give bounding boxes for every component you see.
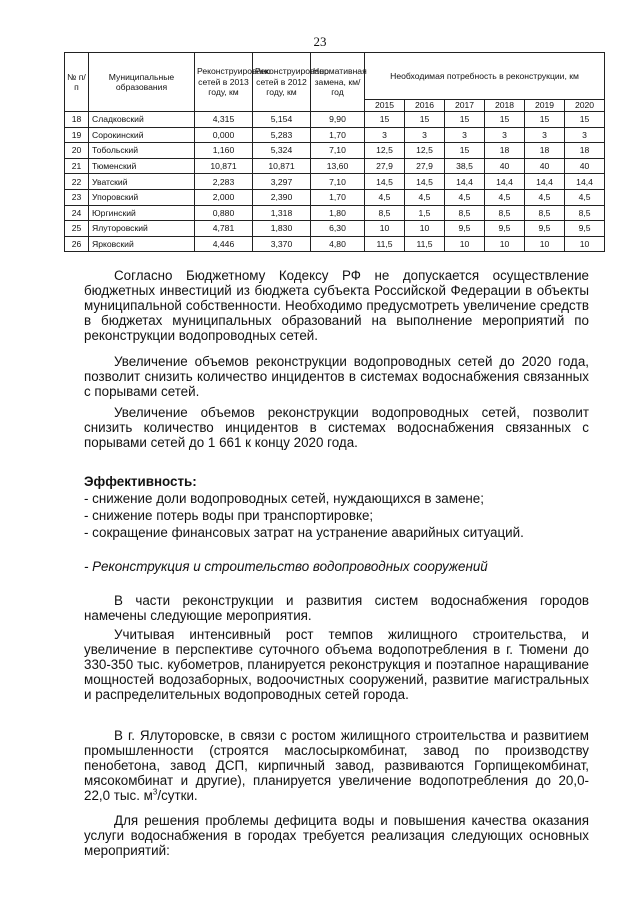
paragraph-water-deficit: Для решения проблемы дефицита воды и повышения качества оказания услуги водоснабжения в городах требуется реализация следующих основных мероприятий: xyxy=(84,813,589,858)
need-value: 14,4 xyxy=(445,174,485,190)
recon-2013-value: 10,871 xyxy=(195,158,253,174)
header-year: 2016 xyxy=(405,100,445,112)
recon-2013-value: 2,283 xyxy=(195,174,253,190)
need-value: 40 xyxy=(485,158,525,174)
recon-2013-value: 1,160 xyxy=(195,143,253,159)
need-value: 3 xyxy=(445,127,485,143)
recon-2012-value: 2,390 xyxy=(253,189,311,205)
table-row xyxy=(65,189,605,205)
need-value: 3 xyxy=(365,127,405,143)
row-number: 19 xyxy=(65,127,89,143)
need-value: 40 xyxy=(565,158,605,174)
row-number: 21 xyxy=(65,158,89,174)
recon-2012-value: 5,324 xyxy=(253,143,311,159)
header-year: 2019 xyxy=(525,100,565,112)
recon-2013-value: 2,000 xyxy=(195,189,253,205)
efficiency-item: - снижение доли водопроводных сетей, нуждающихся в замене; xyxy=(84,491,484,506)
recon-2013-value: 0,880 xyxy=(195,205,253,221)
need-value: 11,5 xyxy=(365,236,405,252)
paragraph-tyumen: Учитывая интенсивный рост темпов жилищного строительства, и увеличение в перспективе суточного объема водопотребления в г. Тюмени до 330-350 тыс. кубометров, планируется реконструкция и поэтапное наращивание мощностей водозаборных, водоочистных сооружений, развитие магистральных и распределительных водопроводных сетей города. xyxy=(84,627,589,702)
municipality-name: Тюменский xyxy=(89,158,195,174)
paragraph-yalutorovsk: В г. Ялуторовске, в связи с ростом жилищного строительства и развитием промышленности (строятся маслосыркомбинат, завод по производству пенобетона, завод ДСП, кирпичный завод, развиваются Горпищекомбинат, мясокомбинат и другие), планируется увеличение водопотребления до 20,0- 22,0 тыс. $м^3$/сутки. xyxy=(84,728,589,803)
need-value: 15 xyxy=(485,112,525,128)
efficiency-item: - снижение потерь воды при транспортировке; xyxy=(84,508,374,523)
header-municipality: Муниципальные образования xyxy=(89,53,195,112)
need-value: 8,5 xyxy=(365,205,405,221)
header-recon-2013: Реконструировано сетей в 2013 году, км xyxy=(195,53,253,112)
need-value: 4,5 xyxy=(565,189,605,205)
need-value: 15 xyxy=(365,112,405,128)
need-value: 15 xyxy=(565,112,605,128)
need-value: 12,5 xyxy=(365,143,405,159)
norm-value: 13,60 xyxy=(311,158,365,174)
table-row xyxy=(65,205,605,221)
need-value: 9,5 xyxy=(485,221,525,237)
municipality-name: Сладковский xyxy=(89,112,195,128)
need-value: 18 xyxy=(525,143,565,159)
row-number: 26 xyxy=(65,236,89,252)
municipality-name: Ярковский xyxy=(89,236,195,252)
need-value: 15 xyxy=(445,112,485,128)
need-value: 10 xyxy=(565,236,605,252)
need-value: 8,5 xyxy=(565,205,605,221)
need-value: 14,4 xyxy=(565,174,605,190)
row-number: 18 xyxy=(65,112,89,128)
need-value: 14,4 xyxy=(525,174,565,190)
need-value: 3 xyxy=(565,127,605,143)
recon-2012-value: 5,154 xyxy=(253,112,311,128)
table-row xyxy=(65,143,605,159)
header-year: 2018 xyxy=(485,100,525,112)
norm-value: 9,90 xyxy=(311,112,365,128)
need-value: 18 xyxy=(565,143,605,159)
norm-value: 6,30 xyxy=(311,221,365,237)
need-value: 1,5 xyxy=(405,205,445,221)
table-row xyxy=(65,221,605,237)
header-year: 2020 xyxy=(565,100,605,112)
need-value: 4,5 xyxy=(485,189,525,205)
efficiency-heading: Эффективность: xyxy=(84,474,197,489)
need-value: 10 xyxy=(445,236,485,252)
norm-value: 1,70 xyxy=(311,189,365,205)
need-value: 4,5 xyxy=(525,189,565,205)
need-value: 8,5 xyxy=(525,205,565,221)
recon-2012-value: 1,318 xyxy=(253,205,311,221)
need-value: 4,5 xyxy=(365,189,405,205)
row-number: 22 xyxy=(65,174,89,190)
recon-2013-value: 4,781 xyxy=(195,221,253,237)
recon-2013-value: 4,446 xyxy=(195,236,253,252)
header-year: 2017 xyxy=(445,100,485,112)
table-row xyxy=(65,158,605,174)
recon-2013-value: 0,000 xyxy=(195,127,253,143)
need-value: 3 xyxy=(405,127,445,143)
norm-value: 1,70 xyxy=(311,127,365,143)
paragraph-increase-2020: Увеличение объемов реконструкции водопроводных сетей до 2020 года, позволит снизить количество инцидентов в системах водоснабжения связанных с порывами сетей. xyxy=(84,354,589,399)
need-value: 14,5 xyxy=(405,174,445,190)
table-row xyxy=(65,174,605,190)
need-value: 14,5 xyxy=(365,174,405,190)
recon-2012-value: 3,370 xyxy=(253,236,311,252)
need-value: 9,5 xyxy=(565,221,605,237)
table-row xyxy=(65,127,605,143)
header-need: Необходимая потребность в реконструкции, км xyxy=(365,53,605,100)
norm-value: 7,10 xyxy=(311,143,365,159)
need-value: 4,5 xyxy=(405,189,445,205)
page-number: 23 xyxy=(313,34,327,49)
recon-2013-value: 4,315 xyxy=(195,112,253,128)
paragraph-measures-intro: В части реконструкции и развития систем водоснабжения городов намечены следующие мероприятия. xyxy=(84,593,589,623)
header-recon-2012: Реконструировано сетей в 2012 году, км xyxy=(253,53,311,112)
municipality-name: Юргинский xyxy=(89,205,195,221)
municipality-name: Тобольский xyxy=(89,143,195,159)
need-value: 10 xyxy=(525,236,565,252)
header-norm: Нормативная замена, км/год xyxy=(311,53,365,112)
header-year: 2015 xyxy=(365,100,405,112)
need-value: 10 xyxy=(405,221,445,237)
reconstruction-table xyxy=(64,52,605,252)
need-value: 38,5 xyxy=(445,158,485,174)
municipality-name: Уватский xyxy=(89,174,195,190)
need-value: 3 xyxy=(525,127,565,143)
need-value: 10 xyxy=(485,236,525,252)
table-row xyxy=(65,112,605,128)
need-value: 40 xyxy=(525,158,565,174)
municipality-name: Ялуторовский xyxy=(89,221,195,237)
table-row xyxy=(65,236,605,252)
need-value: 18 xyxy=(485,143,525,159)
paragraph-incidents: Увеличение объемов реконструкции водопроводных сетей, позволит снизить количество инцидентов в системах водоснабжения связанных с порывами сетей до 1 661 к концу 2020 года. xyxy=(84,405,589,450)
row-number: 23 xyxy=(65,189,89,205)
section-heading: - Реконструкция и строительство водопроводных сооружений xyxy=(84,559,488,574)
need-value: 10 xyxy=(365,221,405,237)
need-value: 15 xyxy=(525,112,565,128)
need-value: 8,5 xyxy=(445,205,485,221)
paragraph-budget: Согласно Бюджетному Кодексу РФ не допускается осуществление бюджетных инвестиций из бюджета субъекта Российской Федерации в объекты муниципальной собственности. Необходимо предусмотреть увеличение средств в бюджетах муниципальных образований на выполнение мероприятий по реконструкции водопроводных сетей. xyxy=(84,268,589,343)
municipality-name: Сорокинский xyxy=(89,127,195,143)
need-value: 9,5 xyxy=(525,221,565,237)
norm-value: 7,10 xyxy=(311,174,365,190)
header-num: № п/п xyxy=(65,53,89,112)
need-value: 15 xyxy=(405,112,445,128)
row-number: 25 xyxy=(65,221,89,237)
need-value: 15 xyxy=(445,143,485,159)
need-value: 4,5 xyxy=(445,189,485,205)
municipality-name: Упоровский xyxy=(89,189,195,205)
need-value: 27,9 xyxy=(405,158,445,174)
recon-2012-value: 3,297 xyxy=(253,174,311,190)
recon-2012-value: 5,283 xyxy=(253,127,311,143)
need-value: 14,4 xyxy=(485,174,525,190)
need-value: 8,5 xyxy=(485,205,525,221)
need-value: 9,5 xyxy=(445,221,485,237)
norm-value: 4,80 xyxy=(311,236,365,252)
need-value: 27,9 xyxy=(365,158,405,174)
need-value: 11,5 xyxy=(405,236,445,252)
row-number: 20 xyxy=(65,143,89,159)
recon-2012-value: 1,830 xyxy=(253,221,311,237)
recon-2012-value: 10,871 xyxy=(253,158,311,174)
efficiency-item: - сокращение финансовых затрат на устранение аварийных ситуаций. xyxy=(84,525,524,540)
norm-value: 1,80 xyxy=(311,205,365,221)
row-number: 24 xyxy=(65,205,89,221)
need-value: 12,5 xyxy=(405,143,445,159)
need-value: 3 xyxy=(485,127,525,143)
